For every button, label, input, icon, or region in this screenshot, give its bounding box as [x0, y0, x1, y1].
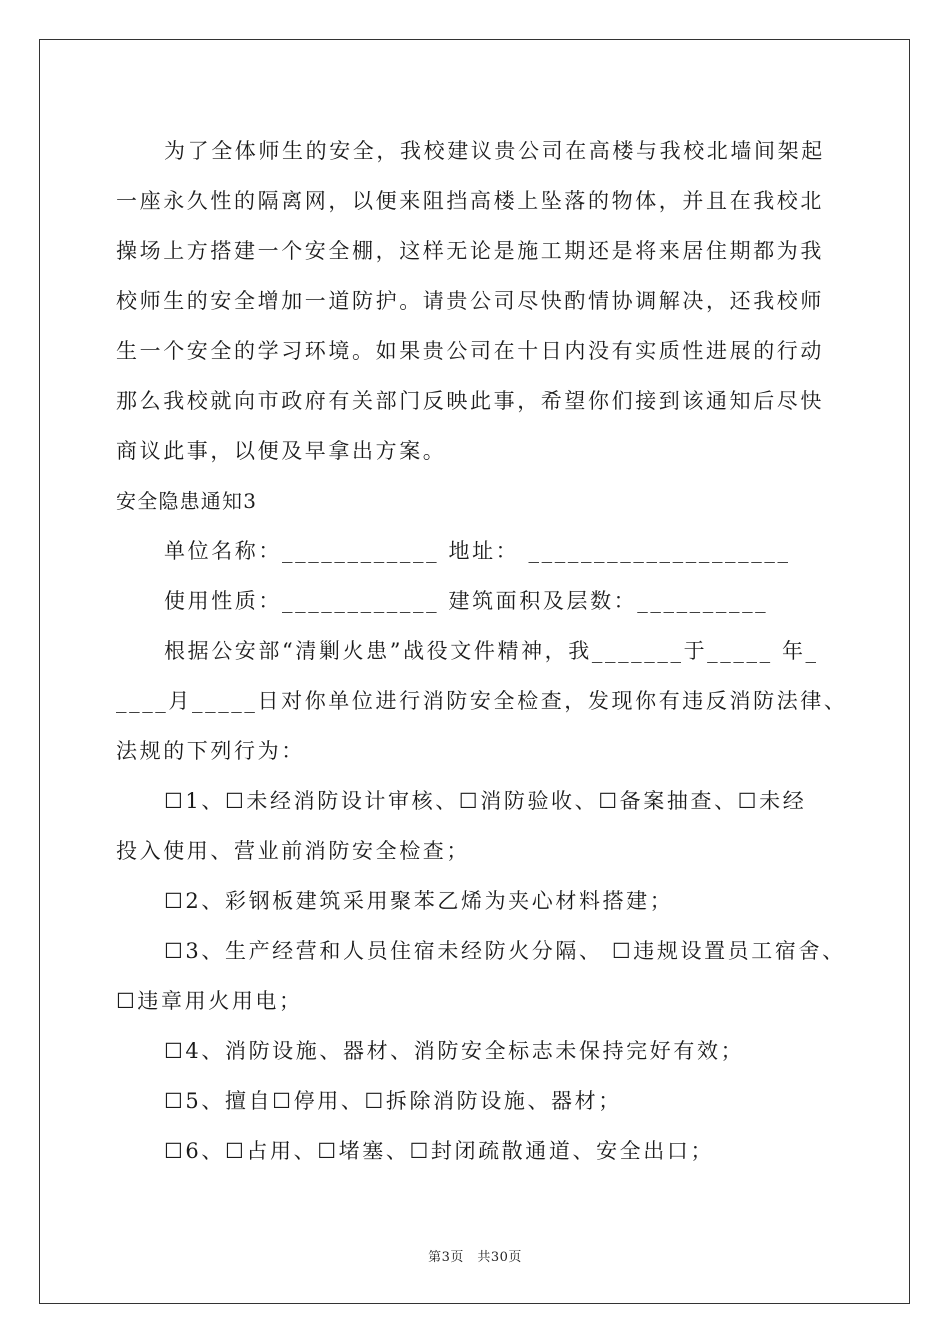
checklist-item: ☐2、彩钢板建筑采用聚苯乙烯为夹心材料搭建；	[164, 889, 674, 913]
checklist-item: ☐4、消防设施、器材、消防安全标志未保持完好有效；	[164, 1039, 745, 1063]
checklist-item-continued: 投入使用、营业前消防安全检查；	[116, 839, 470, 863]
document-body	[116, 126, 848, 1176]
checklist-item: ☐5、擅自☐停用、☐拆除消防设施、器材；	[164, 1089, 622, 1113]
form-line-usage-area: 使用性质：____________ 建筑面积及层数：__________	[164, 589, 769, 613]
text-line: 法规的下列行为：	[116, 739, 305, 763]
section-title: 安全隐患通知3	[116, 489, 258, 513]
text-line: 一座永久性的隔离网，以便来阻挡高楼上坠落的物体，并且在我校北	[116, 189, 824, 213]
text-line: 商议此事，以便及早拿出方案。	[116, 439, 447, 463]
checklist-item-continued: ☐违章用火用电；	[116, 989, 303, 1013]
text-line: 生一个安全的学习环境。如果贵公司在十日内没有实质性进展的行动	[116, 339, 824, 363]
checklist-item: ☐3、生产经营和人员住宿未经防火分隔、 ☐违规设置员工宿舍、	[164, 939, 846, 963]
text-line: 那么我校就向市政府有关部门反映此事，希望你们接到该通知后尽快	[116, 389, 824, 413]
checklist-item: ☐6、☐占用、☐堵塞、☐封闭疏散通道、安全出口；	[164, 1139, 715, 1163]
text-line: 校师生的安全增加一道防护。请贵公司尽快酌情协调解决，还我校师	[116, 289, 824, 313]
text-line: 操场上方搭建一个安全棚，这样无论是施工期还是将来居住期都为我	[116, 239, 824, 263]
text-line: 根据公安部“清剿火患”战役文件精神，我_______于_____ 年_	[164, 639, 819, 663]
form-line-unit-address: 单位名称：____________ 地址： ____________________	[164, 539, 791, 563]
page-footer: 第3页 共30页	[428, 1250, 522, 1265]
checklist-item: ☐1、☐未经消防设计审核、☐消防验收、☐备案抽查、☐未经	[164, 789, 807, 813]
text-line: ____月_____日对你单位进行消防安全检查，发现你有违反消防法律、	[116, 689, 848, 713]
text-line: 为了全体师生的安全，我校建议贵公司在高楼与我校北墙间架起	[164, 139, 825, 163]
